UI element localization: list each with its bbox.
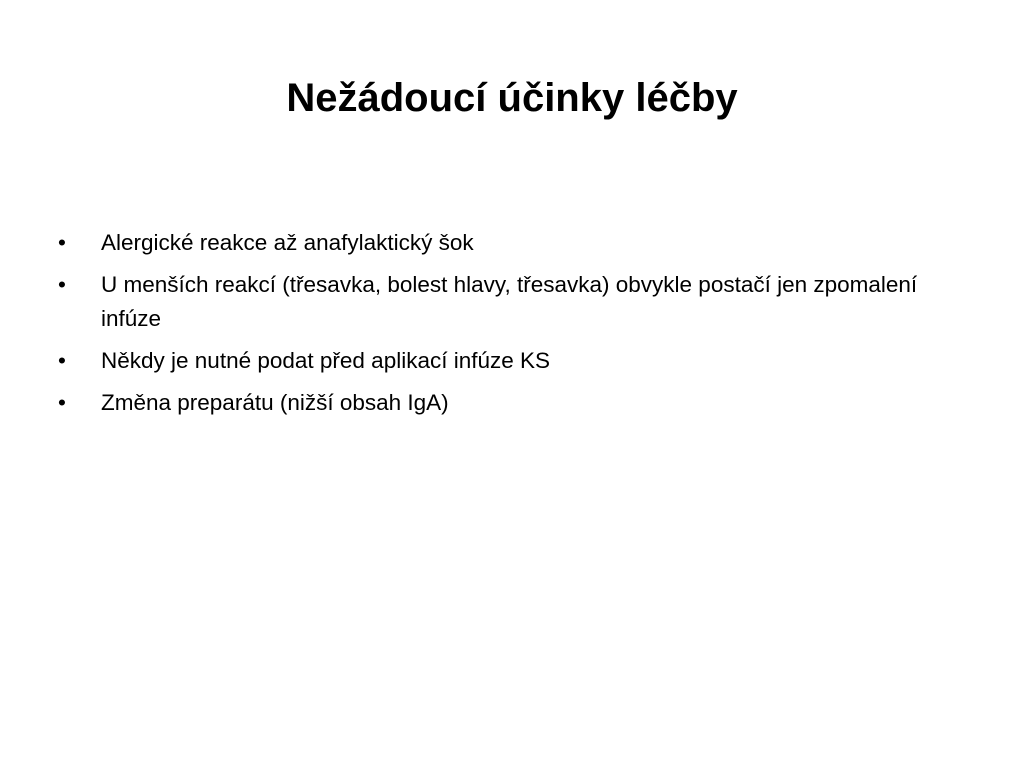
bullet-marker-icon: •: [58, 390, 66, 415]
bullet-marker-icon: •: [58, 230, 66, 255]
bullet-text: Alergické reakce až anafylaktický šok: [101, 230, 474, 255]
bullet-item: [58, 268, 938, 336]
bullet-text: U menších reakcí (třesavka, bolest hlavy, třesavka) obvykle postačí jen zpomalení infúze: [101, 272, 918, 331]
bullet-text: Změna preparátu (nižší obsah IgA): [101, 390, 449, 415]
bullet-item: [58, 344, 938, 378]
bullet-text: Někdy je nutné podat před aplikací infúze KS: [101, 348, 551, 373]
bullet-list: [58, 226, 938, 428]
bullet-marker-icon: •: [58, 272, 66, 297]
bullet-item: [58, 386, 938, 420]
slide-title: Nežádoucí účinky léčby: [286, 76, 738, 120]
bullet-item: [58, 226, 938, 260]
bullet-marker-icon: •: [58, 348, 66, 373]
